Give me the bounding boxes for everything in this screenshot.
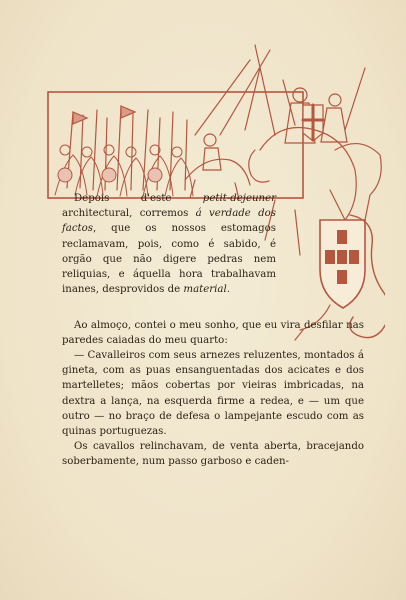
p1-italic-3: material [183,284,227,296]
p1-italic-2: á verdade dos factos [62,208,277,235]
p1-italic-1: petit-dejeuner [202,193,276,204]
p4-text: Os cavallos relinchavam, de venta aberta, bracejando soberbamente, num passo garboso e caden- [62,441,364,468]
paragraph-1 [62,191,276,297]
paragraph-2 [62,318,364,348]
p2-text: Ao almoço, contei o meu sonho, que eu vira desfilar nas paredes caiadas do meu quarto: [62,320,364,347]
p1-text-1: architectural, corremos [62,208,196,220]
paragraph-3 [62,348,364,439]
p3-text: — Cavalleiros com seus arnezes reluzentes, montados á gineta, com as puas ensanguentadas dos acicates e dos martelletes; mãos cobertas por vieiras imbricadas, na dextra a lança, na esquerda firme a redea, e — um que outro — no braço de defesa o lampejante escudo com as quinas portuguezas. [62,350,364,438]
paragraph-4 [62,439,364,469]
p1-text-2: , que os nossos estomagos reclamavam, pois, como é sabido, é orgão que não digere pedras nem reliquias, e áquella hora trabalhavam inanes, desprovidos de [62,223,276,296]
p1-text-3: . [226,284,230,296]
p1-lead: Depois d'este [74,193,203,204]
